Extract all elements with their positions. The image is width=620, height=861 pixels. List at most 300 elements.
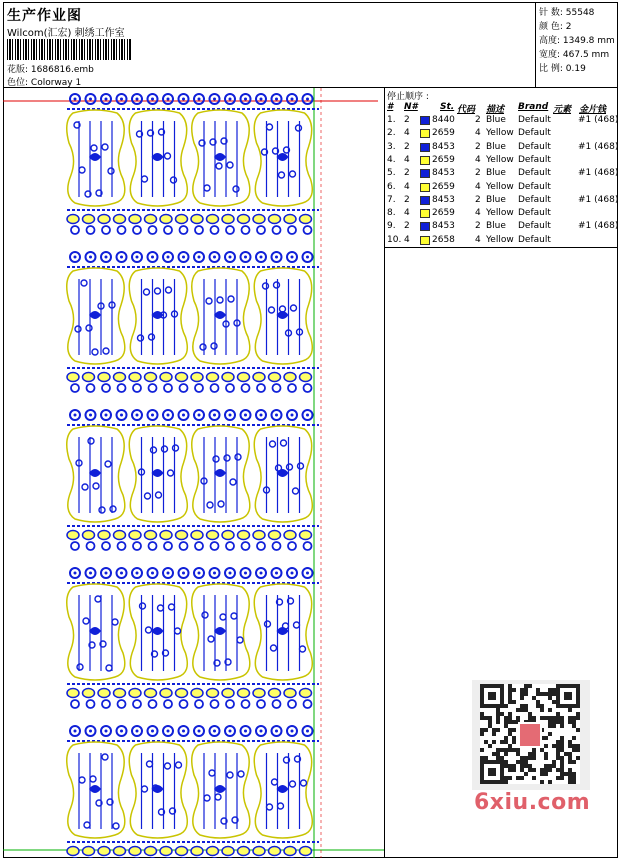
- color-swatch: [420, 236, 430, 245]
- rosette-center: [182, 256, 185, 259]
- bottom-rosette: [269, 531, 281, 540]
- rosette-center: [260, 572, 263, 575]
- bottom-rosette: [160, 689, 172, 698]
- bottom-rosette: [98, 689, 110, 698]
- bottom-rosette: [284, 847, 296, 856]
- qr-module: [548, 764, 552, 768]
- bottom-rosette: [145, 373, 157, 382]
- qr-module: [536, 700, 540, 704]
- bottom-rosette: [253, 689, 265, 698]
- qr-module: [520, 756, 524, 760]
- color-swatch: [420, 169, 430, 178]
- stop-row: [385, 128, 618, 141]
- qr-module: [572, 720, 576, 724]
- stop-stitch-count: 2659: [432, 208, 455, 219]
- bottom-rosette: [114, 689, 126, 698]
- motif-band: [67, 252, 319, 392]
- rosette-center: [229, 572, 232, 575]
- qr-module: [508, 776, 512, 780]
- bottom-rosette: [114, 373, 126, 382]
- qr-module: [556, 712, 560, 716]
- stop-brand: Default: [518, 208, 551, 219]
- stat-value: 2: [565, 22, 572, 32]
- stop-row: [385, 155, 618, 168]
- qr-module: [480, 716, 484, 720]
- color-swatch: [420, 129, 430, 138]
- qr-module: [520, 696, 524, 700]
- qr-module: [512, 688, 516, 692]
- stop-code: 4: [475, 181, 481, 192]
- rosette: [226, 384, 234, 392]
- rosette: [180, 542, 188, 550]
- bottom-rosette: [207, 847, 219, 856]
- bottom-rosette: [207, 689, 219, 698]
- stop-stitch-count: 2659: [432, 181, 455, 192]
- qr-module: [568, 720, 572, 724]
- qr-module: [492, 732, 496, 736]
- bottom-rosette: [253, 215, 265, 224]
- qr-module: [528, 752, 532, 756]
- bottom-rosette: [222, 847, 234, 856]
- qr-module: [508, 712, 512, 716]
- stop-brand: Default: [518, 115, 551, 125]
- qr-module: [532, 776, 536, 780]
- stat-value: 0.19: [565, 64, 586, 74]
- bottom-rosette: [145, 689, 157, 698]
- rosette-center: [229, 256, 232, 259]
- rosette: [180, 384, 188, 392]
- embroidery-preview: [3, 88, 385, 858]
- qr-module: [552, 744, 556, 748]
- qr-module: [544, 772, 548, 776]
- rosette: [288, 700, 296, 708]
- bottom-rosette: [269, 689, 281, 698]
- qr-module: [536, 692, 540, 696]
- qr-module: [528, 764, 532, 768]
- stat-value: 55548: [565, 8, 595, 18]
- rosette: [226, 700, 234, 708]
- rosette: [87, 226, 95, 234]
- stop-stitch-count: 2658: [432, 234, 455, 245]
- qr-module: [568, 716, 572, 720]
- qr-module: [540, 772, 544, 776]
- rosette-center: [291, 98, 294, 101]
- qr-module: [520, 692, 524, 696]
- stop-stitch-count: 2659: [432, 128, 455, 139]
- col-header-code: 代码: [457, 105, 476, 115]
- rosette: [71, 700, 79, 708]
- qr-module: [532, 748, 536, 752]
- qr-module: [524, 760, 528, 764]
- rosette: [304, 700, 312, 708]
- file-line: [7, 62, 94, 75]
- rosette-center: [120, 730, 123, 733]
- qr-module: [520, 760, 524, 764]
- rosette: [71, 542, 79, 550]
- qr-module: [500, 756, 504, 760]
- rosette-center: [275, 256, 278, 259]
- bottom-rosette: [176, 689, 188, 698]
- qr-module: [496, 712, 500, 716]
- qr-module: [484, 740, 488, 744]
- bottom-rosette: [83, 847, 95, 856]
- qr-module: [484, 716, 488, 720]
- stop-index: 9.: [387, 221, 396, 232]
- rosette-center: [89, 414, 92, 417]
- qr-module: [556, 716, 560, 720]
- stop-code: 4: [475, 154, 481, 165]
- stop-row: [385, 182, 618, 195]
- qr-module: [520, 776, 524, 780]
- qr-module: [556, 740, 560, 744]
- stop-description: Yellow: [486, 128, 514, 139]
- rosette-center: [182, 572, 185, 575]
- stop-row: [385, 142, 618, 155]
- stop-code: 2: [475, 194, 481, 205]
- rosette: [133, 700, 141, 708]
- stop-brand: Default: [518, 168, 551, 179]
- rosette-center: [151, 256, 154, 259]
- rosette: [304, 542, 312, 550]
- bottom-rosette: [98, 373, 110, 382]
- bottom-rosette: [114, 847, 126, 856]
- stop-code: 2: [475, 221, 481, 232]
- rosette-center: [291, 572, 294, 575]
- qr-module: [560, 740, 564, 744]
- barcode: [7, 39, 131, 60]
- page-title: 生产作业图: [7, 8, 82, 24]
- rosette: [149, 384, 157, 392]
- qr-module: [504, 736, 508, 740]
- bottom-rosette: [129, 847, 141, 856]
- qr-module: [504, 724, 508, 728]
- rosette-center: [182, 98, 185, 101]
- rosette-center: [89, 98, 92, 101]
- rosette-center: [244, 414, 247, 417]
- qr-module: [516, 716, 520, 720]
- qr-module: [496, 720, 500, 724]
- bottom-rosette: [284, 531, 296, 540]
- rosette-center: [151, 98, 154, 101]
- col-header-needle: N#: [404, 102, 418, 112]
- qr-module: [560, 724, 564, 728]
- bottom-rosette: [207, 215, 219, 224]
- qr-module: [512, 736, 516, 740]
- rosette: [288, 542, 296, 550]
- stop-index: 6.: [387, 181, 396, 192]
- qr-module: [524, 692, 528, 696]
- qr-module: [480, 728, 484, 732]
- qr-module: [504, 748, 508, 752]
- rosette: [149, 542, 157, 550]
- rosette-center: [136, 256, 139, 259]
- qr-module: [488, 716, 492, 720]
- qr-module: [504, 764, 508, 768]
- qr-module: [512, 748, 516, 752]
- bottom-rosette: [269, 373, 281, 382]
- qr-module: [512, 728, 516, 732]
- stats-panel: [536, 2, 618, 88]
- rosette-center: [229, 730, 232, 733]
- bottom-rosette: [253, 847, 265, 856]
- bottom-rosette: [269, 847, 281, 856]
- qr-module: [516, 752, 520, 756]
- bottom-rosette: [300, 215, 312, 224]
- bottom-rosette: [145, 531, 157, 540]
- rosette-center: [275, 572, 278, 575]
- rosette-center: [198, 414, 201, 417]
- rosette-center: [151, 572, 154, 575]
- qr-module: [508, 692, 512, 696]
- stop-code: 4: [475, 128, 481, 139]
- col-header-element: 元素: [553, 105, 572, 115]
- qr-module: [540, 748, 544, 752]
- qr-module: [524, 688, 528, 692]
- qr-module: [576, 728, 580, 732]
- bottom-rosette: [238, 531, 250, 540]
- stat-label: 针 数:: [539, 8, 563, 18]
- qr-module: [568, 772, 572, 776]
- stop-index: 1.: [387, 115, 396, 125]
- stop-needle: 2: [404, 115, 410, 125]
- rosette-center: [74, 572, 77, 575]
- rosette-center: [198, 256, 201, 259]
- qr-module: [576, 716, 580, 720]
- qr-module: [572, 776, 576, 780]
- qr-module: [528, 768, 532, 772]
- qr-module: [560, 760, 564, 764]
- motif-band: [67, 568, 319, 708]
- rosette-center: [74, 414, 77, 417]
- rosette-center: [105, 256, 108, 259]
- qr-module: [492, 740, 496, 744]
- bottom-rosette: [83, 689, 95, 698]
- qr-module: [496, 748, 500, 752]
- qr-module: [544, 692, 548, 696]
- bottom-rosette: [83, 531, 95, 540]
- rosette: [273, 226, 281, 234]
- qr-module: [512, 700, 516, 704]
- qr-module: [528, 684, 532, 688]
- qr-module: [524, 704, 528, 708]
- qr-module: [532, 696, 536, 700]
- bottom-rosette: [98, 847, 110, 856]
- qr-module: [488, 744, 492, 748]
- rosette: [211, 542, 219, 550]
- rosette: [226, 226, 234, 234]
- qr-module: [568, 744, 572, 748]
- bottom-rosette: [98, 531, 110, 540]
- bottom-rosette: [222, 531, 234, 540]
- rosette: [257, 226, 265, 234]
- bottom-rosette: [176, 847, 188, 856]
- qr-module: [512, 764, 516, 768]
- stop-index: 2.: [387, 128, 396, 139]
- stop-sequin: #1 (468): [578, 168, 619, 179]
- stop-brand: Default: [518, 154, 551, 165]
- bottom-rosette: [222, 373, 234, 382]
- stop-code: 2: [475, 168, 481, 179]
- qr-module: [524, 772, 528, 776]
- bottom-rosette: [176, 215, 188, 224]
- qr-module: [560, 716, 564, 720]
- rosette-center: [306, 572, 309, 575]
- rosette-center: [167, 98, 170, 101]
- bottom-rosette: [191, 689, 203, 698]
- rosette-center: [182, 730, 185, 733]
- stop-code: 2: [475, 141, 481, 152]
- rosette-center: [198, 572, 201, 575]
- rosette: [242, 700, 250, 708]
- qr-module: [532, 752, 536, 756]
- qr-module: [504, 780, 508, 784]
- qr-module: [548, 708, 552, 712]
- stop-needle: 4: [404, 208, 410, 219]
- qr-module: [548, 716, 552, 720]
- rosette: [102, 700, 110, 708]
- bottom-rosette: [191, 847, 203, 856]
- qr-module: [568, 776, 572, 780]
- rosette-center: [260, 730, 263, 733]
- bottom-rosette: [176, 531, 188, 540]
- qr-module: [560, 776, 564, 780]
- qr-module: [560, 764, 564, 768]
- stop-needle: 4: [404, 128, 410, 139]
- rosette: [242, 542, 250, 550]
- qr-module: [500, 740, 504, 744]
- rosette: [133, 226, 141, 234]
- qr-module: [552, 716, 556, 720]
- stop-code: 2: [475, 115, 481, 125]
- qr-module: [568, 740, 572, 744]
- rosette-center: [74, 98, 77, 101]
- rosette-center: [213, 98, 216, 101]
- rosette: [118, 384, 126, 392]
- colorway-name: Colorway 1: [30, 78, 82, 88]
- qr-module: [480, 712, 484, 716]
- rosette-center: [167, 256, 170, 259]
- watermark-text: 6xiu.com: [474, 790, 591, 815]
- rosette: [211, 226, 219, 234]
- qr-module: [572, 780, 576, 784]
- stop-index: 4.: [387, 154, 396, 165]
- qr-module: [508, 768, 512, 772]
- rosette: [195, 542, 203, 550]
- rosette: [242, 226, 250, 234]
- stop-brand: Default: [518, 221, 551, 232]
- qr-module: [520, 768, 524, 772]
- stop-description: Yellow: [486, 208, 514, 219]
- qr-module: [572, 760, 576, 764]
- qr-module: [556, 776, 560, 780]
- rosette-center: [182, 414, 185, 417]
- qr-module: [552, 700, 556, 704]
- rosette: [102, 384, 110, 392]
- qr-module: [520, 688, 524, 692]
- qr-module: [508, 764, 512, 768]
- rosette-center: [74, 730, 77, 733]
- qr-module: [548, 696, 552, 700]
- stop-index: 8.: [387, 208, 396, 219]
- qr-module: [532, 768, 536, 772]
- rosette-center: [306, 256, 309, 259]
- qr-module: [532, 716, 536, 720]
- file-name: 1686816.emb: [30, 65, 94, 75]
- qr-module: [556, 720, 560, 724]
- rosette-center: [120, 572, 123, 575]
- qr-module: [496, 752, 500, 756]
- qr-module: [568, 708, 572, 712]
- qr-finder-core: [488, 692, 496, 700]
- qr-module: [504, 740, 508, 744]
- rosette-center: [291, 414, 294, 417]
- qr-module: [552, 692, 556, 696]
- rosette: [304, 226, 312, 234]
- qr-module: [496, 756, 500, 760]
- rosette: [257, 542, 265, 550]
- qr-module: [536, 688, 540, 692]
- qr-module: [536, 704, 540, 708]
- rosette-center: [213, 256, 216, 259]
- rosette: [102, 542, 110, 550]
- rosette: [242, 384, 250, 392]
- stop-row: [385, 221, 618, 234]
- rosette-center: [198, 730, 201, 733]
- stop-stitch-count: 2659: [432, 154, 455, 165]
- qr-module: [572, 772, 576, 776]
- bottom-rosette: [160, 847, 172, 856]
- rosette-center: [213, 730, 216, 733]
- qr-module: [568, 760, 572, 764]
- stat-colors: [539, 19, 572, 32]
- qr-module: [516, 708, 520, 712]
- qr-module: [568, 780, 572, 784]
- stop-code: 4: [475, 208, 481, 219]
- rosette: [257, 700, 265, 708]
- qr-module: [576, 712, 580, 716]
- rosette-center: [198, 98, 201, 101]
- qr-module: [524, 756, 528, 760]
- qr-module: [484, 728, 488, 732]
- rosette-center: [105, 572, 108, 575]
- rosette-center: [260, 98, 263, 101]
- color-swatch: [420, 222, 430, 231]
- qr-module: [568, 768, 572, 772]
- header-panel: [3, 2, 536, 88]
- qr-module: [504, 720, 508, 724]
- qr-module: [556, 748, 560, 752]
- qr-module: [496, 728, 500, 732]
- stop-stitch-count: 8453: [432, 141, 455, 152]
- stop-brand: Default: [518, 128, 551, 139]
- stop-needle: 2: [404, 141, 410, 152]
- rosette-center: [136, 572, 139, 575]
- bottom-rosette: [160, 215, 172, 224]
- stat-width: [539, 47, 609, 60]
- qr-finder-core: [488, 768, 496, 776]
- rosette: [118, 226, 126, 234]
- qr-module: [572, 724, 576, 728]
- qr-module: [552, 688, 556, 692]
- qr-module: [508, 728, 512, 732]
- qr-module: [548, 768, 552, 772]
- rosette-center: [244, 730, 247, 733]
- qr-module: [548, 732, 552, 736]
- stat-label: 宽度:: [539, 50, 561, 60]
- qr-module: [524, 708, 528, 712]
- color-swatch: [420, 116, 430, 125]
- col-header-brand: Brand: [518, 102, 549, 112]
